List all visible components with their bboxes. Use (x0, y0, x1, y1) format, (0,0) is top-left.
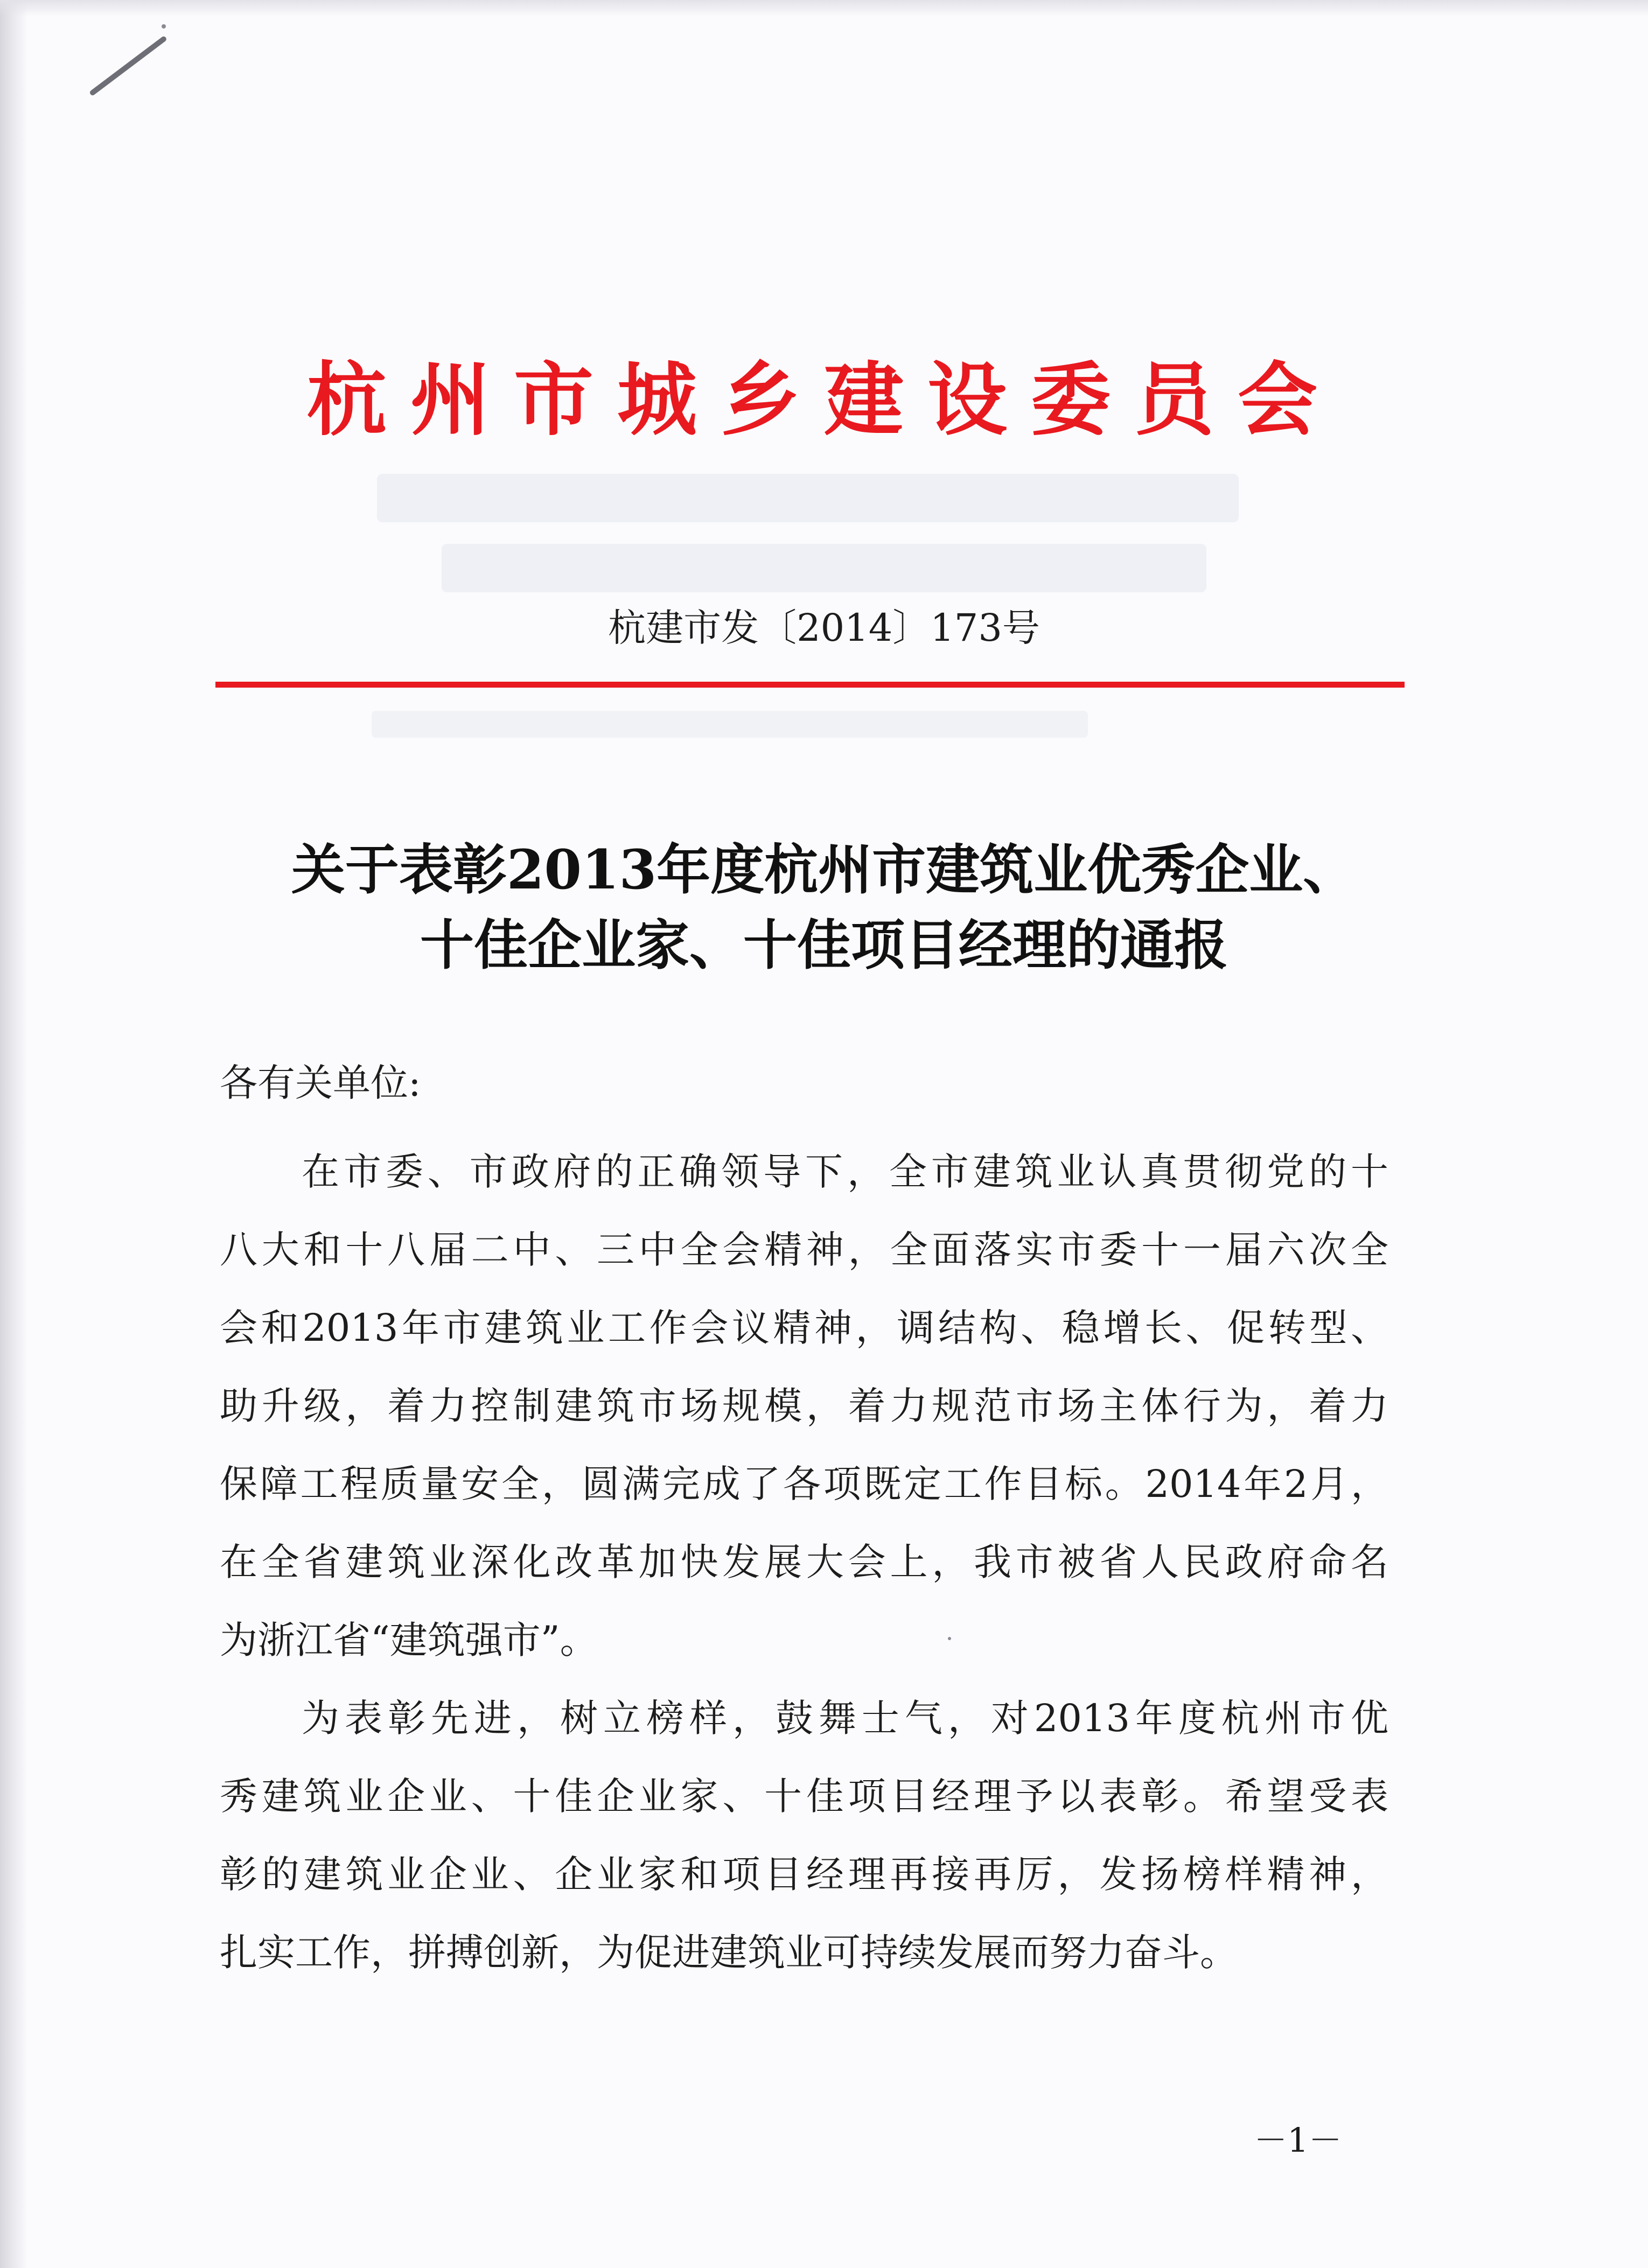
scan-edge-left (0, 0, 28, 2268)
paragraph-1-line: 八大和十八届二中、三中全会精神，全面落实市委十一届六次全 (220, 1228, 1388, 1272)
paragraph-2-line: 秀建筑业企业、十佳企业家、十佳项目经理予以表彰。希望受表 (220, 1774, 1388, 1818)
paragraph-2-line: 为表彰先进，树立榜样，鼓舞士气，对2013年度杭州市优 (302, 1696, 1388, 1740)
red-divider-rule (215, 682, 1405, 688)
notice-title-line-1: 关于表彰2013年度杭州市建筑业优秀企业、 (291, 838, 1357, 901)
bleed-through-block (442, 544, 1206, 592)
paragraph-1-line: 会和2013年市建筑业工作会议精神，调结构、稳增长、促转型、 (220, 1306, 1388, 1350)
paragraph-1-line: 在全省建筑业深化改革加快发展大会上，我市被省人民政府命名 (220, 1540, 1388, 1584)
document-number: 杭建市发〔2014〕173号 (608, 606, 1040, 650)
notice-title-line-2: 十佳企业家、十佳项目经理的通报 (420, 913, 1228, 977)
paragraph-2-line: 彰的建筑业企业、企业家和项目经理再接再厉，发扬榜样精神， (220, 1852, 1388, 1896)
salutation: 各有关单位: (220, 1061, 421, 1105)
paragraph-1-line: 助升级，着力控制建筑市场规模，着力规范市场主体行为，着力 (220, 1384, 1388, 1428)
page-number: －1－ (1254, 2120, 1342, 2160)
scan-edge-top (0, 0, 1648, 16)
issuing-organization-header: 杭州市城乡建设委员会 (307, 353, 1341, 446)
pen-mark (89, 36, 167, 96)
paragraph-1-line: 保障工程质量安全，圆满完成了各项既定工作目标。2014年2月， (220, 1462, 1388, 1506)
paragraph-2-line: 扎实工作，拼搏创新，为促进建筑业可持续发展而努力奋斗。 (220, 1930, 1238, 1975)
paragraph-1-line: 为浙江省“建筑强市”。 (220, 1618, 598, 1662)
scan-speck (162, 24, 166, 29)
bleed-through-block (372, 711, 1088, 738)
bleed-through-block (377, 474, 1239, 522)
paragraph-1-line: 在市委、市政府的正确领导下，全市建筑业认真贯彻党的十 (302, 1150, 1388, 1194)
